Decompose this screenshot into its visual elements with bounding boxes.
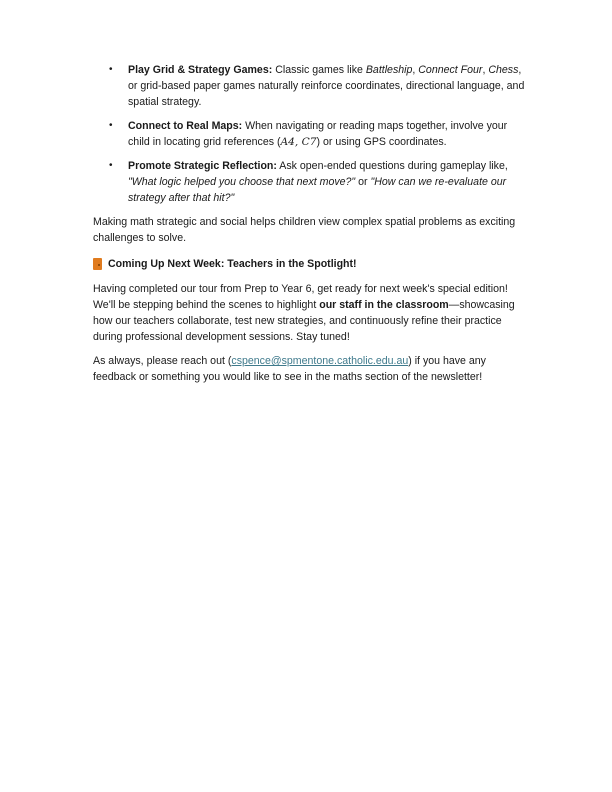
newsletter-page [93, 62, 525, 393]
summary-paragraph: Making math strategic and social helps children view complex spatial problems as exciting challenges to solve. [93, 216, 516, 244]
contact-paragraph [93, 353, 525, 385]
game-name: Connect Four [418, 64, 483, 76]
list-item [93, 158, 525, 206]
section-heading [93, 256, 525, 272]
paragraph-text: Having completed our tour from Prep to Year 6, get ready for next week's special edition! We'll be stepping behind the scenes to highlight [93, 283, 508, 311]
tip-title: Play Grid & Strategy Games: [128, 64, 273, 76]
bullet-icon: • [109, 120, 113, 131]
paragraph-text: ) if you have any feedback or something you would like to see in the maths section of the newsletter! [93, 355, 486, 383]
bullet-icon: • [109, 64, 113, 75]
game-name: Battleship [365, 64, 413, 76]
tip-text: or [355, 176, 371, 188]
paragraph-text: —showcasing how our teachers collaborate, test new strategies, and continuously refine their practice during professional development sessions. Stay tuned! [93, 299, 515, 343]
heading-text: Coming Up Next Week: Teachers in the Spotlight! [108, 258, 357, 270]
tip-text: ) or using GPS coordinates. [316, 136, 447, 148]
tips-list [93, 62, 525, 206]
tip-text: , [482, 64, 489, 76]
door-icon [93, 258, 102, 270]
question-quote: "How can we re-evaluate our strategy after that hit?" [128, 176, 507, 204]
tip-text: , or grid-based paper games naturally reinforce coordinates, directional language, and spatial strategy. [128, 64, 525, 108]
list-item [93, 118, 525, 150]
emphasis-text: our staff in the classroom [319, 299, 449, 311]
grid-reference: A4, C7 [280, 136, 317, 148]
announcement-paragraph [93, 281, 525, 345]
tip-text: Classic games like [272, 64, 366, 76]
tip-text: Ask open-ended questions during gameplay like, [276, 160, 508, 172]
tip-title: Promote Strategic Reflection: [128, 160, 277, 172]
list-item [93, 62, 525, 110]
question-quote: "What logic helped you choose that next move?" [128, 176, 356, 188]
game-name: Chess [488, 64, 519, 76]
email-link[interactable]: cspence@spmentone.catholic.edu.au [231, 355, 409, 367]
tip-title: Connect to Real Maps: [128, 120, 243, 132]
bullet-icon: • [109, 160, 113, 171]
tip-text: When navigating or reading maps together, involve your child in locating grid references ( [128, 120, 508, 148]
tip-text: , [412, 64, 419, 76]
paragraph-text: As always, please reach out ( [93, 355, 232, 367]
